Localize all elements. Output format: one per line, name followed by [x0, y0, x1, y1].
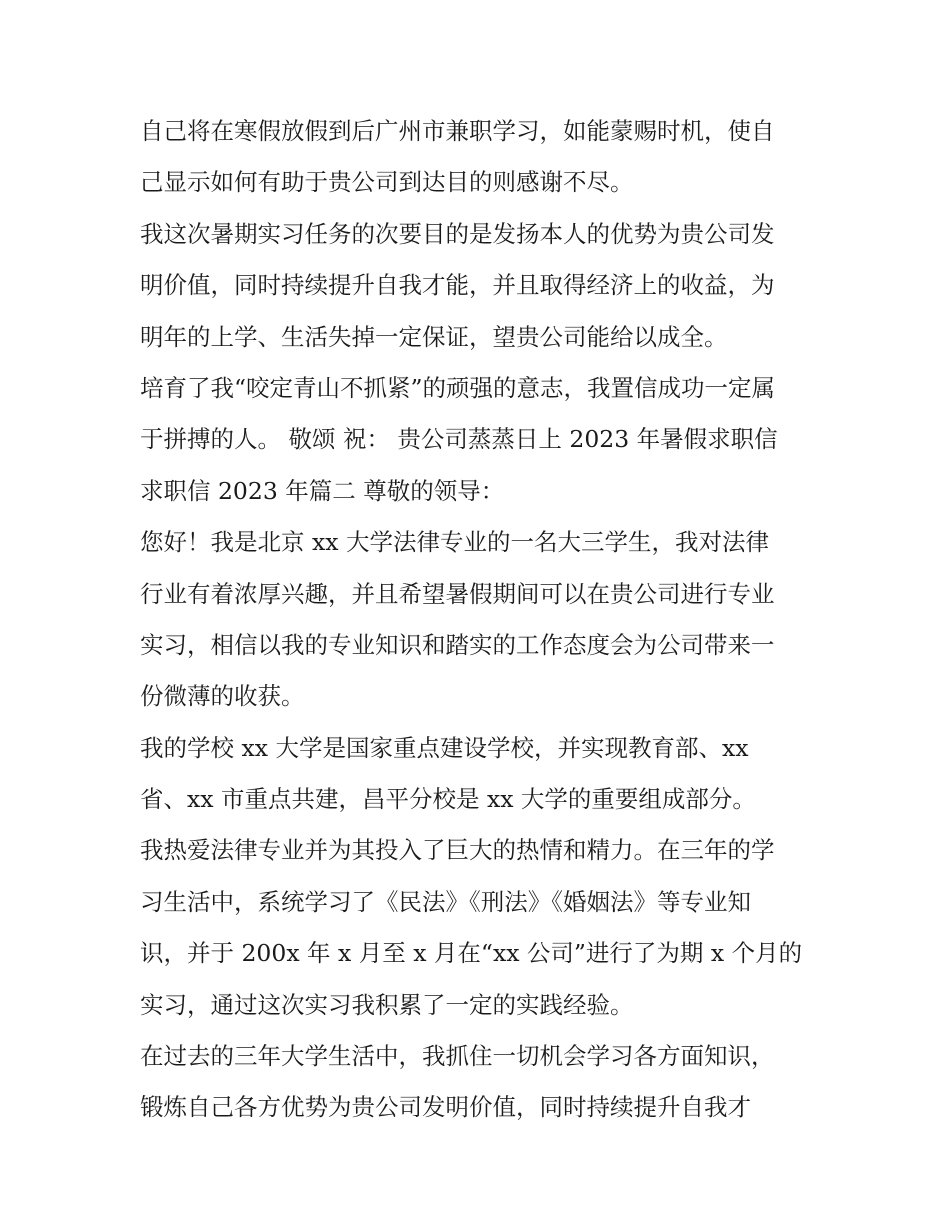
text-line: 您好！我是北京 xx 大学法律专业的一名大三学生，我对法律 [140, 528, 769, 557]
text-line: 识，并于 200x 年 x 月至 x 月在“xx 公司”进行了为期 x 个月的 [140, 939, 803, 968]
text-line: 培育了我“咬定青山不抓紧”的顽强的意志，我置信成功一定属 [140, 373, 776, 402]
text-line: 我的学校 xx 大学是国家重点建设学校，并实现教育部、xx [140, 733, 749, 762]
text-line: 在过去的三年大学生活中，我抓住一切机会学习各方面知识， [140, 1042, 775, 1071]
text-line: 习生活中，系统学习了《民法》《刑法》《婚姻法》等专业知 [140, 887, 751, 916]
text-line: 省、xx 市重点共建，昌平分校是 xx 大学的重要组成部分。 [140, 785, 756, 814]
text-line: 自己将在寒假放假到后广州市兼职学习，如能蒙赐时机，使自 [140, 117, 775, 145]
text-line: 实习，通过这次实习我积累了一定的实践经验。 [140, 990, 634, 1019]
text-line: 明年的上学、生活失掉一定保证，望贵公司能给以成全。 [140, 322, 728, 351]
text-line: 于拼搏的人。 敬颂 祝： 贵公司蒸蒸日上 2023 年暑假求职信 [140, 425, 778, 454]
body-text [140, 106, 820, 1134]
text-line: 明价值，同时持续提升自我才能，并且取得经济上的收益，为 [140, 271, 775, 300]
text-line: 锻炼自己各方优势为贵公司发明价值，同时持续提升自我才 [140, 1093, 751, 1122]
text-line: 我热爱法律专业并为其投入了巨大的热情和精力。在三年的学 [140, 836, 775, 865]
text-line: 求职信 2023 年篇二 尊敬的领导： [140, 476, 505, 505]
text-line: 己显示如何有助于贵公司到达目的则感谢不尽。 [140, 168, 634, 197]
text-line: 我这次暑期实习任务的次要目的是发扬本人的优势为贵公司发 [140, 219, 775, 248]
text-line: 行业有着浓厚兴趣，并且希望暑假期间可以在贵公司进行专业 [140, 579, 775, 608]
text-line: 实习，相信以我的专业知识和踏实的工作态度会为公司带来一 [140, 630, 775, 659]
text-line: 份微薄的收获。 [140, 682, 305, 711]
